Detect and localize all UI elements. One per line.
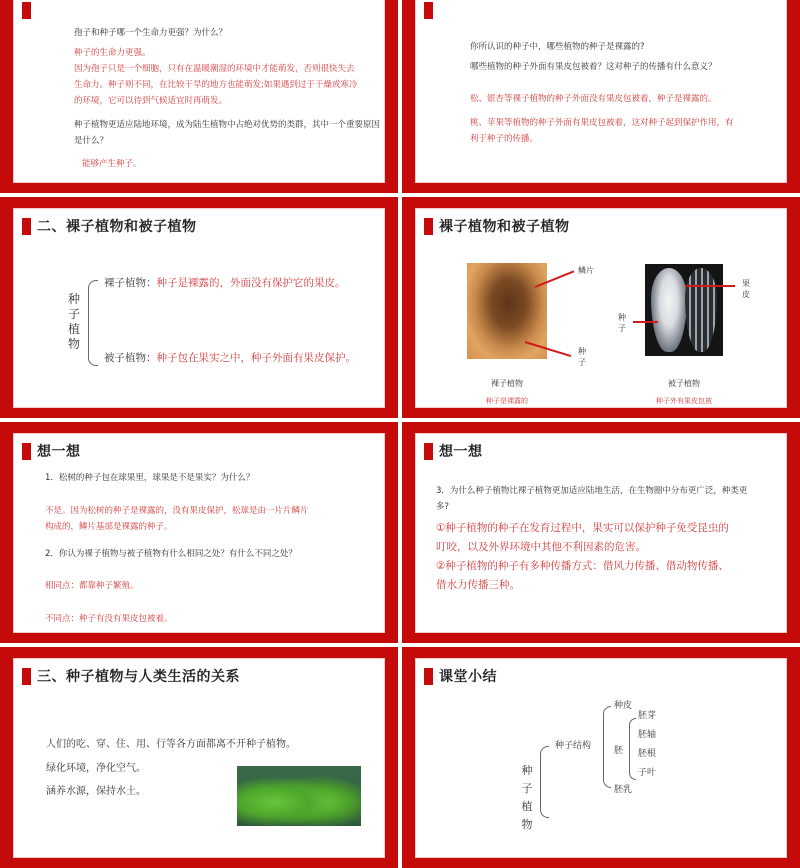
seed-left: [651, 268, 687, 352]
brace-icon: [603, 706, 611, 788]
answer-line: 构成的，鳞片基部是裸露的种子。: [45, 522, 173, 532]
slide-4[interactable]: [402, 197, 800, 418]
answer-line: 不是。因为松树的种子是裸露的，没有果皮保护，松球是由一片片鳞片: [45, 506, 309, 516]
seed-right: [685, 268, 717, 352]
slide-title: 想一想: [439, 444, 483, 460]
answer-line: 利于种子的传播。: [470, 134, 539, 144]
answer-line: 借水力传播三种。: [436, 579, 520, 591]
branch-gymnosperm: [104, 274, 346, 293]
embryo-part: 胚轴: [638, 730, 657, 740]
answer-line: 能够产生种子。: [82, 159, 142, 169]
slide-7[interactable]: [0, 647, 398, 868]
figure-caption: 被子植物: [668, 379, 700, 388]
question-2: 哪些植物的种子外面有果皮包被着？这对种子的传播有什么意义？: [470, 62, 717, 72]
willow-tree-image: [237, 766, 361, 826]
pointer-line: [685, 285, 735, 287]
slide-title-bar: [424, 666, 497, 686]
tree-child-seed-coat: 种皮: [614, 701, 633, 711]
tree-child-endosperm: 胚乳: [614, 785, 633, 795]
title-marker-icon: [22, 668, 31, 685]
title-marker-icon: [22, 218, 31, 235]
content-line: 绿化环境，净化空气。: [46, 763, 146, 774]
slide-1[interactable]: [0, 0, 398, 193]
slide-title-bar: [22, 441, 81, 461]
figure-subcaption: 种子外有果皮包被: [656, 397, 712, 405]
title-marker-icon: [22, 2, 31, 19]
slide-title: 课堂小结: [439, 669, 497, 685]
answer-line: 不同点：种子有没有果皮包被着。: [45, 614, 173, 624]
brace-icon: [88, 280, 98, 366]
slide-title: 三、种子植物与人类生活的关系: [37, 669, 240, 685]
slide-title: 裸子植物和被子植物: [439, 219, 570, 235]
slide-title-bar: [424, 216, 570, 236]
slide-title-bar: [424, 441, 483, 461]
answer-line: 生命力。种子则不同，在比较干旱的地方也能萌发;如果遇到过于干燥或寒冷: [74, 80, 358, 90]
slide-6[interactable]: [402, 422, 800, 643]
branch-label: 裸子植物：: [104, 277, 157, 289]
branch-desc: 种子是裸露的，外面没有保护它的果皮。: [156, 277, 346, 289]
embryo-part: 子叶: [638, 768, 657, 778]
slide-title-bar: [22, 0, 37, 20]
branch-angiosperm: [104, 349, 356, 368]
title-marker-icon: [424, 2, 433, 19]
embryo-part: 胚芽: [638, 711, 657, 721]
answer-line: ①种子植物的种子在发育过程中，果实可以保护种子免受昆虫的: [436, 522, 729, 534]
sunflower-seed-image: [645, 264, 723, 356]
answer-line: 种子的生命力更强。: [74, 48, 151, 58]
slide-title: 想一想: [37, 444, 81, 460]
tree-child-embryo: 胚: [614, 746, 624, 756]
root-label: 种子植物: [521, 764, 533, 831]
slide-4-content: [415, 208, 787, 408]
slide-title-bar: [22, 666, 240, 686]
question-1: 孢子和种子哪一个生命力更强？为什么？: [74, 28, 228, 38]
slide-6-content: [415, 433, 787, 633]
pointer-label-pericarp: 果皮: [742, 279, 750, 299]
answer-line: 松、银杏等裸子植物的种子外面没有果皮包被着，种子是裸露的。: [470, 94, 717, 104]
title-marker-icon: [22, 443, 31, 460]
pointer-label-seed: 种子: [618, 313, 626, 333]
question-2: 种子植物更适应陆地环境，成为陆生植物中占绝对优势的类群，其中一个重要原因: [74, 120, 381, 130]
root-label: 种子植物: [67, 292, 80, 351]
title-marker-icon: [424, 218, 433, 235]
tree-node-seed-structure: 种子结构: [555, 741, 592, 751]
slide-8[interactable]: [402, 647, 800, 868]
answer-line: ②种子植物的种子有多种传播方式：借风力传播、借动物传播、: [436, 560, 729, 572]
figure-subcaption: 种子是裸露的: [486, 397, 528, 405]
content-line: 涵养水源，保持水土。: [46, 786, 146, 797]
slide-3[interactable]: [0, 197, 398, 418]
answer-line: 桃、苹果等植物的种子外面有果皮包被着，这对种子起到保护作用，有: [470, 118, 734, 128]
slide-5-content: [13, 433, 385, 633]
content-line: 人们的吃、穿、住、用、行等各方面都离不开种子植物。: [46, 739, 296, 750]
slide-7-content: [13, 658, 385, 858]
brace-icon: [540, 746, 549, 818]
answer-line: 相同点：都靠种子繁殖。: [45, 581, 139, 591]
slide-2-content: [415, 0, 787, 183]
brace-icon: [629, 718, 636, 780]
branch-label: 被子植物：: [104, 352, 157, 364]
answer-line: 的环境，它可以待到气候适宜时再萌发。: [74, 96, 228, 106]
question-1: 你所认识的种子中，哪些植物的种子是裸露的?: [470, 42, 645, 52]
title-marker-icon: [424, 443, 433, 460]
question-3-cont: 多?: [436, 502, 450, 512]
question-2-cont: 是什么？: [74, 136, 109, 146]
slide-5[interactable]: [0, 422, 398, 643]
slide-2[interactable]: [402, 0, 800, 193]
slide-8-content: [415, 658, 787, 858]
question-2: 2．你认为裸子植物与被子植物有什么相同之处？有什么不同之处？: [45, 549, 297, 559]
slide-title-bar: [22, 216, 197, 236]
embryo-part: 胚根: [638, 749, 657, 759]
question-1: 1．松树的种子包在球果里，球果是不是果实？为什么？: [45, 473, 255, 483]
slide-title: 二、裸子植物和被子植物: [37, 219, 197, 235]
slide-title-bar: [424, 0, 439, 20]
figure-caption: 裸子植物: [491, 379, 523, 388]
question-3: 3．为什么种子植物比裸子植物更加适应陆地生活，在生物圈中分布更广泛，种类更: [436, 486, 748, 496]
pointer-line: [633, 321, 658, 323]
pointer-label-scale: 鳞片: [578, 266, 594, 275]
answer-line: 因为孢子只是一个细胞，只有在温暖潮湿的环境中才能萌发，否则很快失去: [74, 64, 355, 74]
pointer-label-seed: 种子: [578, 347, 586, 367]
title-marker-icon: [424, 668, 433, 685]
slide-1-content: [13, 0, 385, 183]
slide-3-content: [13, 208, 385, 408]
answer-line: 叮咬，以及外界环境中其他不利因素的危害。: [436, 541, 646, 553]
branch-desc: 种子包在果实之中，种子外面有果皮保护。: [156, 352, 356, 364]
